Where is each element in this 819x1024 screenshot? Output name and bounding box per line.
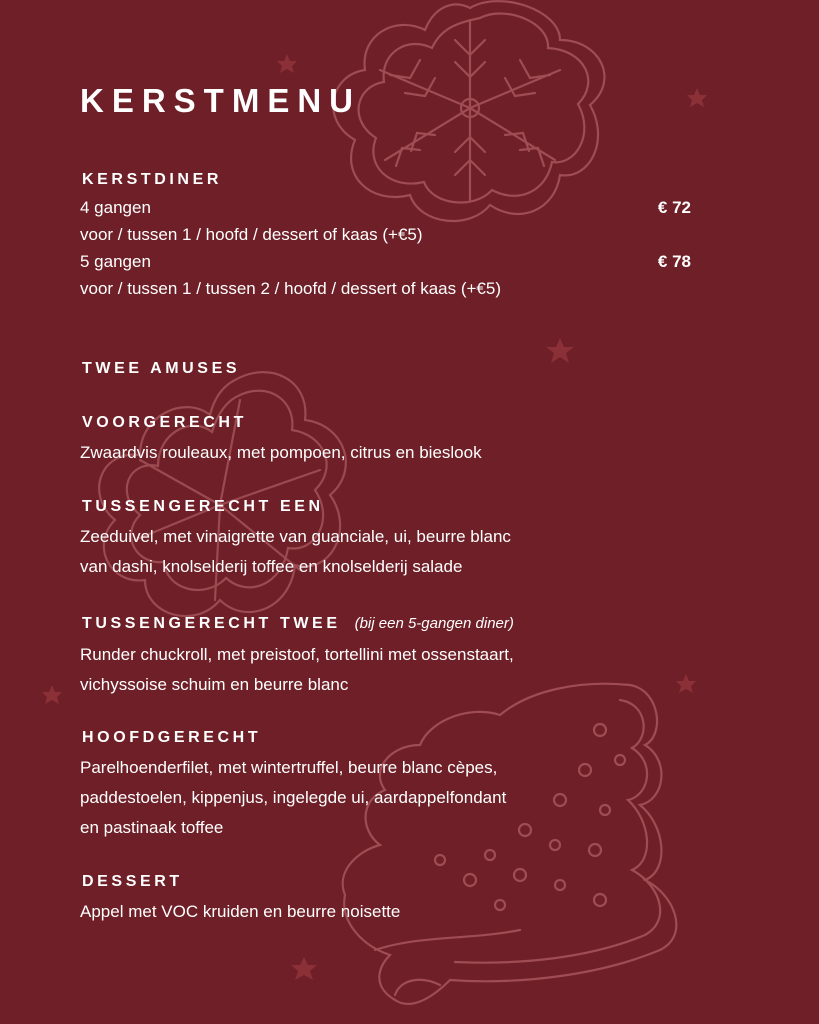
- dessert-heading: DESSERT: [82, 873, 183, 890]
- option-4-gangen-price: € 72: [657, 198, 691, 217]
- tussengerecht-een-line: Zeeduivel, met vinaigrette van guanciale, ui, beurre blanc: [80, 527, 511, 546]
- hoofdgerecht-heading: HOOFDGERECHT: [82, 729, 262, 746]
- hoofdgerecht-line: Parelhoenderfilet, met wintertruffel, beurre blanc cèpes,: [80, 758, 498, 777]
- dessert-line: Appel met VOC kruiden en beurre noisette: [80, 902, 401, 921]
- kerstdiner-heading: KERSTDINER: [82, 171, 223, 188]
- tussengerecht-een-heading: TUSSENGERECHT EEN: [82, 498, 324, 515]
- hoofdgerecht-line: paddestoelen, kippenjus, ingelegde ui, aardappelfondant: [80, 788, 507, 807]
- amuses-heading: TWEE AMUSES: [82, 360, 241, 377]
- option-5-gangen-price: € 78: [657, 252, 691, 271]
- tussengerecht-een-line: van dashi, knolselderij toffee en knolselderij salade: [80, 557, 463, 576]
- tussengerecht-twee-heading: [82, 615, 514, 633]
- voorgerecht-heading: VOORGERECHT: [82, 414, 247, 431]
- page-title: KERSTMENU: [80, 82, 362, 119]
- tussengerecht-twee-line: vichyssoise schuim en beurre blanc: [80, 675, 349, 694]
- option-5-gangen-name: 5 gangen: [80, 252, 151, 271]
- tussengerecht-twee-title: TUSSENGERECHT TWEE: [82, 615, 341, 632]
- voorgerecht-line: Zwaardvis rouleaux, met pompoen, citrus en bieslook: [80, 443, 482, 462]
- option-4-gangen-courses: voor / tussen 1 / hoofd / dessert of kaas (+€5): [80, 225, 423, 244]
- tussengerecht-twee-note: (bij een 5-gangen diner): [354, 615, 514, 632]
- option-5-gangen-courses: voor / tussen 1 / tussen 2 / hoofd / dessert of kaas (+€5): [80, 279, 501, 298]
- hoofdgerecht-line: en pastinaak toffee: [80, 818, 224, 837]
- tussengerecht-twee-line: Runder chuckroll, met preistoof, tortellini met ossenstaart,: [80, 645, 514, 664]
- option-4-gangen-name: 4 gangen: [80, 198, 151, 217]
